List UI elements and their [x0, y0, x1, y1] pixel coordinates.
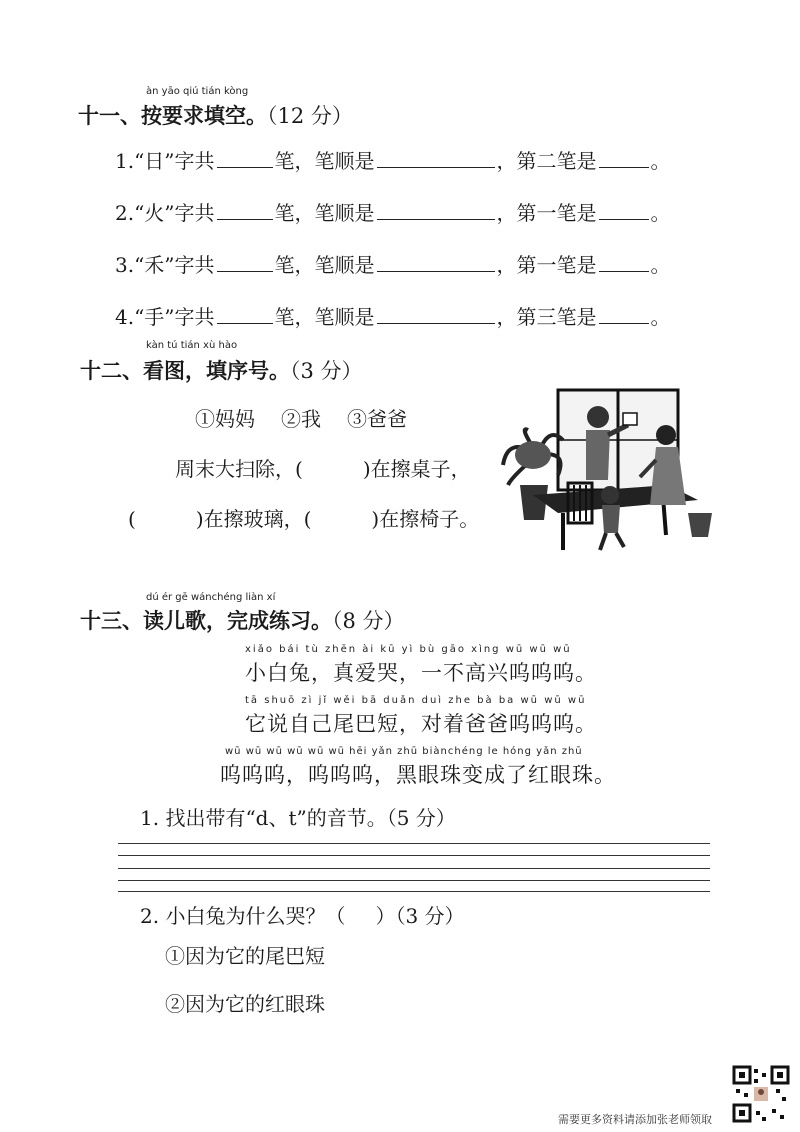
section12-line1: 周末大扫除，( )在擦桌子，: [175, 457, 471, 481]
blank-nth-stroke[interactable]: [599, 166, 649, 168]
blank-nth-stroke[interactable]: [599, 218, 649, 220]
writing-line[interactable]: [118, 880, 710, 881]
person-options: [195, 403, 407, 432]
blank-stroke-order[interactable]: [377, 218, 495, 220]
section12-number: 十二、: [80, 359, 143, 383]
blank-nth-stroke[interactable]: [599, 270, 649, 272]
section13-score: （8 分）: [332, 609, 405, 633]
footer-note: 需要更多资料请添加张老师领取: [558, 1113, 712, 1126]
poem-line3: 呜呜呜，呜呜呜，黑眼珠变成了红眼珠。: [220, 763, 616, 787]
blank-nth-stroke[interactable]: [599, 322, 649, 324]
question-2: 2. 小白兔为什么哭？（ ）（3 分）: [140, 904, 465, 928]
poem-line3-pinyin: wū wū wū wū wū wū hēi yǎn zhū biànchéng le hóng yǎn zhū: [225, 746, 583, 757]
blank-stroke-count[interactable]: [217, 166, 273, 168]
section12-line2: ( )在擦玻璃，( )在擦椅子。: [128, 507, 480, 531]
section12-heading: [80, 355, 363, 385]
section11-score: （12 分）: [267, 104, 353, 128]
writing-line[interactable]: [118, 891, 710, 892]
section11-heading: [78, 100, 353, 130]
writing-line[interactable]: [118, 843, 710, 844]
question-1: 1. 找出带有“d、t”的音节。（5 分）: [140, 806, 456, 830]
family-cleaning-illustration: [498, 385, 720, 555]
section11-number: 十一、: [78, 104, 141, 128]
section13-heading: [80, 605, 405, 635]
writing-line[interactable]: [118, 855, 710, 856]
writing-line[interactable]: [118, 868, 710, 869]
blank-stroke-order[interactable]: [377, 322, 495, 324]
section13-title: 读儿歌，完成练习。: [143, 609, 332, 633]
option-dad: ③爸爸: [347, 407, 407, 431]
option-mom: ①妈妈: [195, 407, 255, 431]
blank-stroke-order[interactable]: [377, 166, 495, 168]
option-me: ②我: [281, 407, 321, 431]
blank-stroke-count[interactable]: [217, 322, 273, 324]
section12-score: （3 分）: [290, 359, 363, 383]
poem-line2: 它说自己尾巴短，对着爸爸呜呜呜。: [245, 712, 597, 736]
blank-stroke-order[interactable]: [377, 270, 495, 272]
fill-blank-item-1: 1.“日”字共 笔，笔顺是 ，第二笔是 。: [115, 149, 671, 173]
fill-blank-item-2: 2.“火”字共 笔，笔顺是 ，第一笔是 。: [115, 201, 671, 225]
poem-line1-pinyin: xiǎo bái tù zhēn ài kū yì bù gāo xìng wū wū wū: [245, 644, 572, 655]
poem-line1: 小白兔，真爱哭，一不高兴呜呜呜。: [245, 661, 597, 685]
blank-stroke-count[interactable]: [217, 270, 273, 272]
q2-option-1: ①因为它的尾巴短: [165, 944, 325, 968]
poem: [220, 644, 690, 789]
section12-title: 看图，填序号。: [143, 359, 290, 383]
fill-blank-item-4: 4.“手”字共 笔，笔顺是 ，第三笔是 。: [115, 305, 671, 329]
section12-pinyin: kàn tú tián xù hào: [146, 340, 238, 351]
fill-blank-item-3: 3.“禾”字共 笔，笔顺是 ，第一笔是 。: [115, 253, 671, 277]
section11-title: 按要求填空。: [141, 104, 267, 128]
qr-code-icon: [732, 1065, 790, 1123]
section13-number: 十三、: [80, 609, 143, 633]
section13-pinyin: dú ér gē wánchéng liàn xí: [146, 592, 276, 603]
q2-option-2: ②因为它的红眼珠: [165, 992, 325, 1016]
blank-stroke-count[interactable]: [217, 218, 273, 220]
fill-blank-list: [115, 145, 735, 353]
section11-pinyin: àn yāo qiú tián kòng: [146, 86, 249, 97]
poem-line2-pinyin: tā shuō zì jǐ wěi bā duǎn duì zhe bà ba wū wū wū: [245, 695, 587, 706]
